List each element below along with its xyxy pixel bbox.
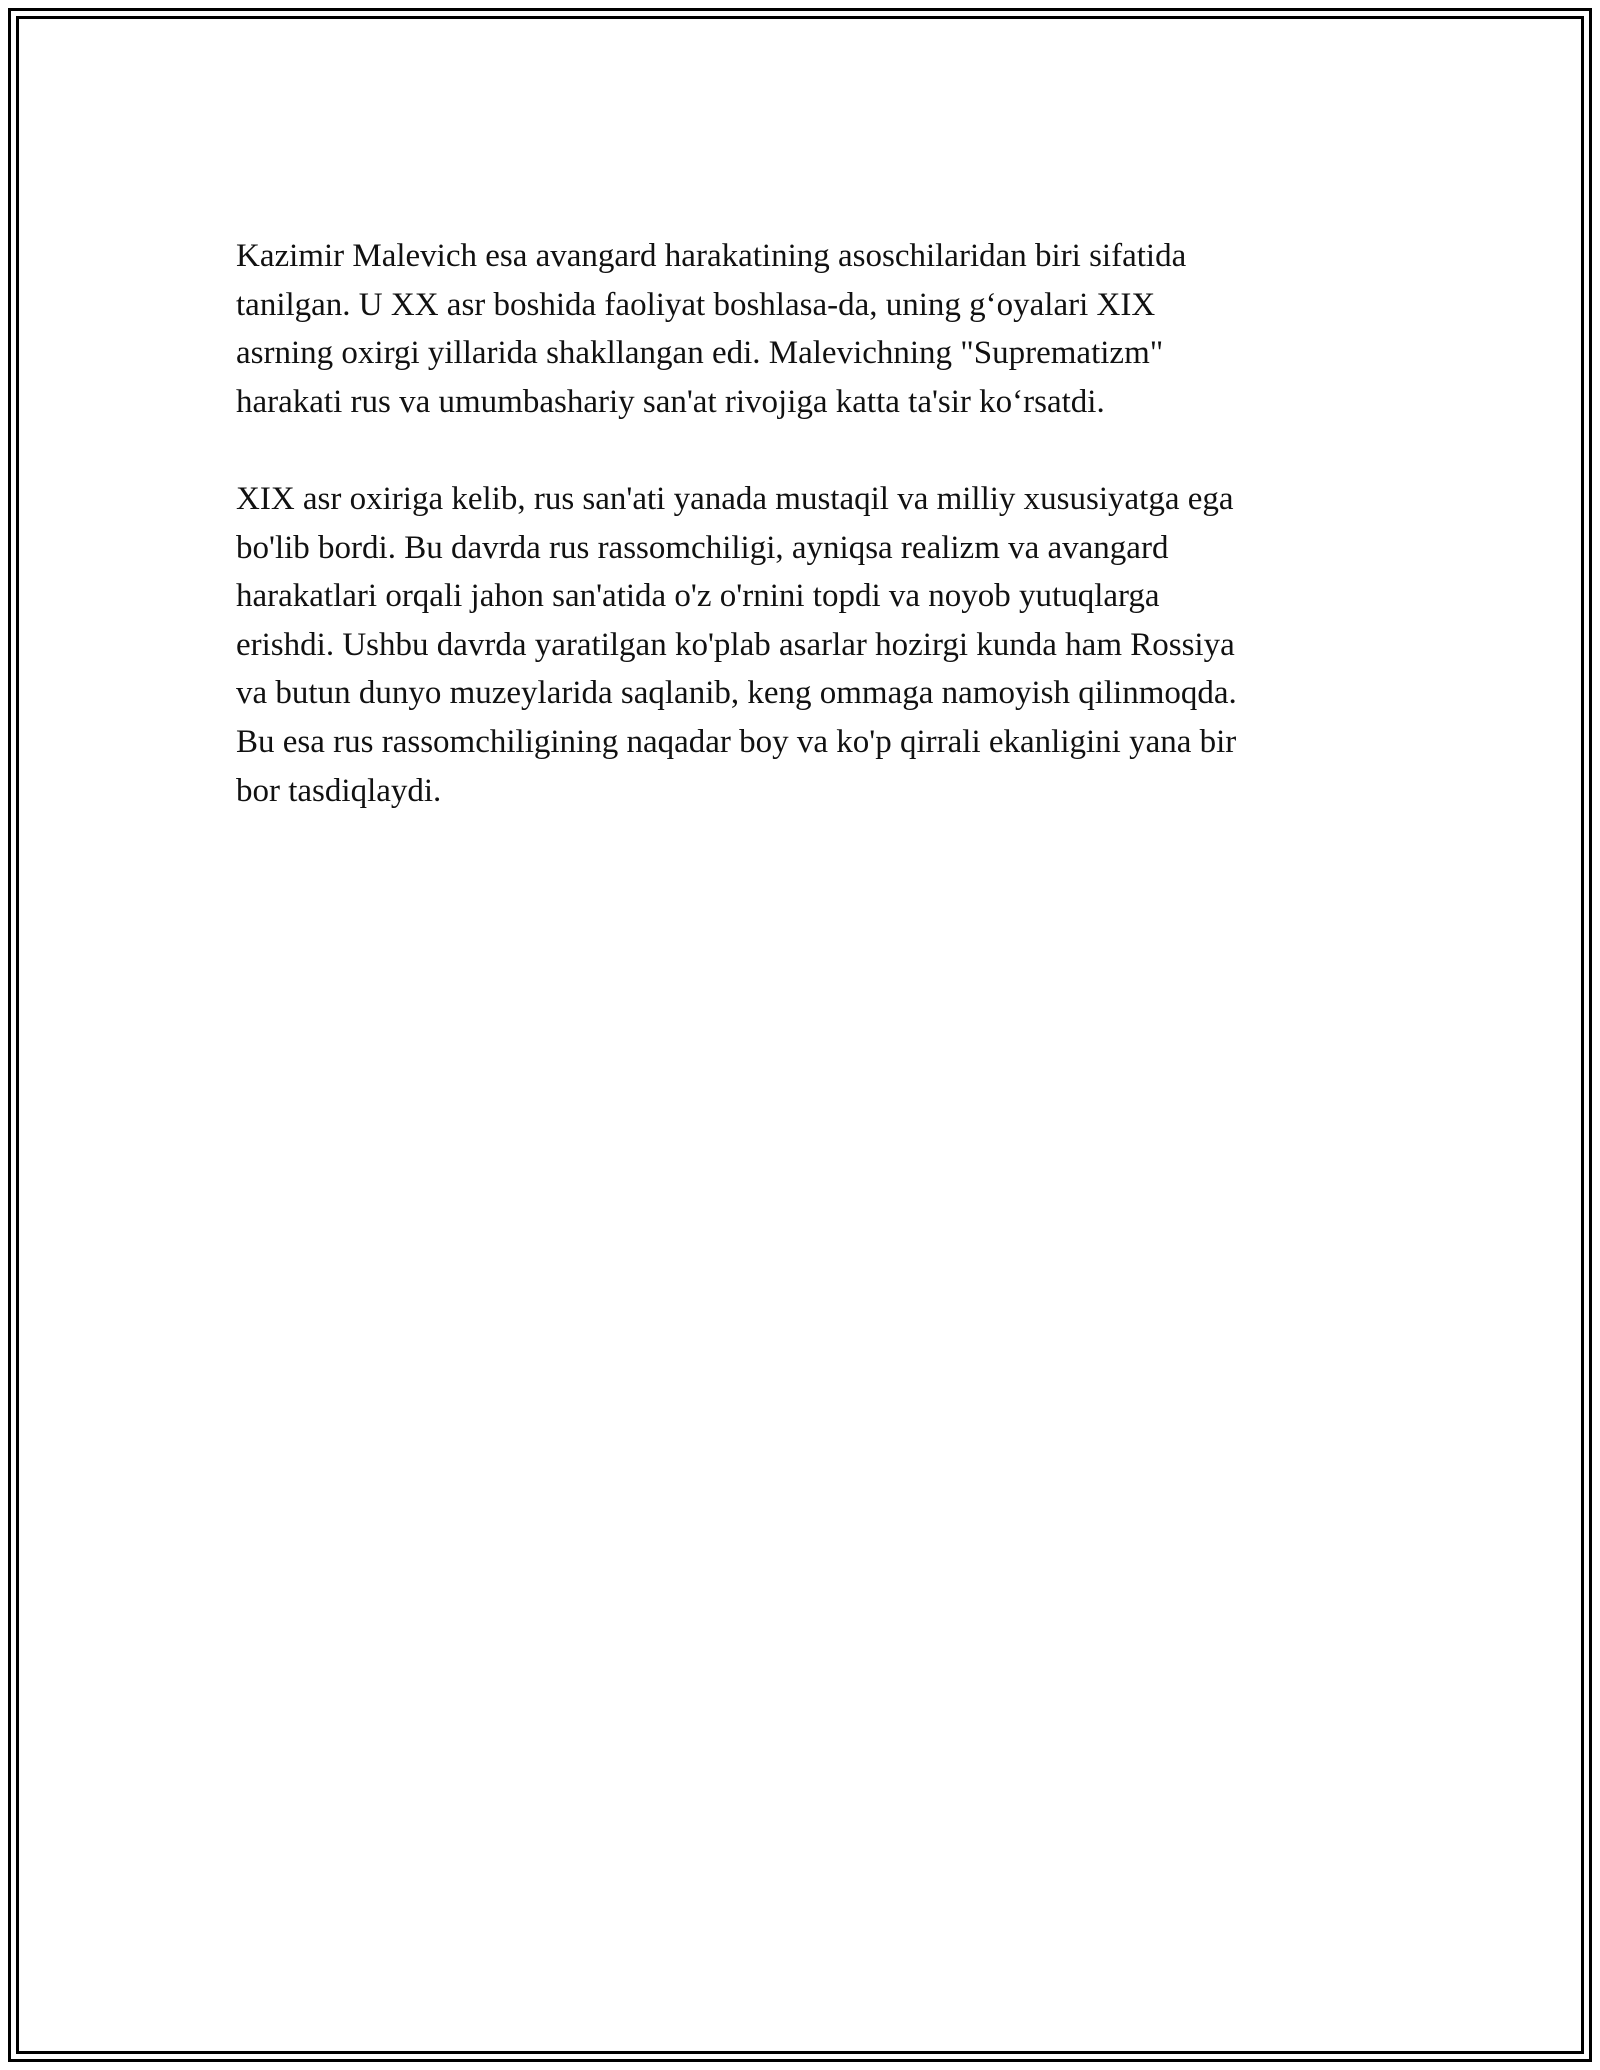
paragraph-2-line-2: bo'lib bordi. Bu davrda rus rassomchiligi, ayniqsa realizm va avangard (236, 529, 1169, 566)
paragraph-2 (236, 475, 1364, 815)
paragraph-1 (236, 232, 1364, 426)
paragraph-2-line-4: erishdi. Ushbu davrda yaratilgan ko'plab asarlar hozirgi kunda ham Rossiya (236, 626, 1235, 663)
paragraph-2-line-6: Bu esa rus rassomchiligining naqadar boy va ko'p qirrali ekanligini yana bir (236, 723, 1237, 760)
paragraph-2-line-3: harakatlari orqali jahon san'atida o'z o'rnini topdi va noyob yutuqlarga (236, 578, 1160, 615)
paragraph-2-line-5: va butun dunyo muzeylarida saqlanib, keng ommaga namoyish qilinmoqda. (236, 675, 1237, 712)
document-body (236, 232, 1364, 864)
paragraph-1-line-2: tanilgan. U XX asr boshida faoliyat boshlasa-da, uning g‘oyalari XIX (236, 286, 1156, 323)
paragraph-1-line-1: Kazimir Malevich esa avangard harakatining asoschilaridan biri sifatida (236, 238, 1187, 274)
paragraph-1-line-3: asrning oxirgi yillarida shakllangan edi. Malevichning "Suprematizm" (236, 335, 1164, 372)
paragraph-2-line-1: XIX asr oxiriga kelib, rus san'ati yanada mustaqil va milliy xususiyatga ega (236, 480, 1234, 517)
paragraph-2-line-7: bor tasdiqlaydi. (236, 772, 442, 809)
paragraph-1-line-4: harakati rus va umumbashariy san'at rivojiga katta ta'sir ko‘rsatdi. (236, 383, 1105, 420)
